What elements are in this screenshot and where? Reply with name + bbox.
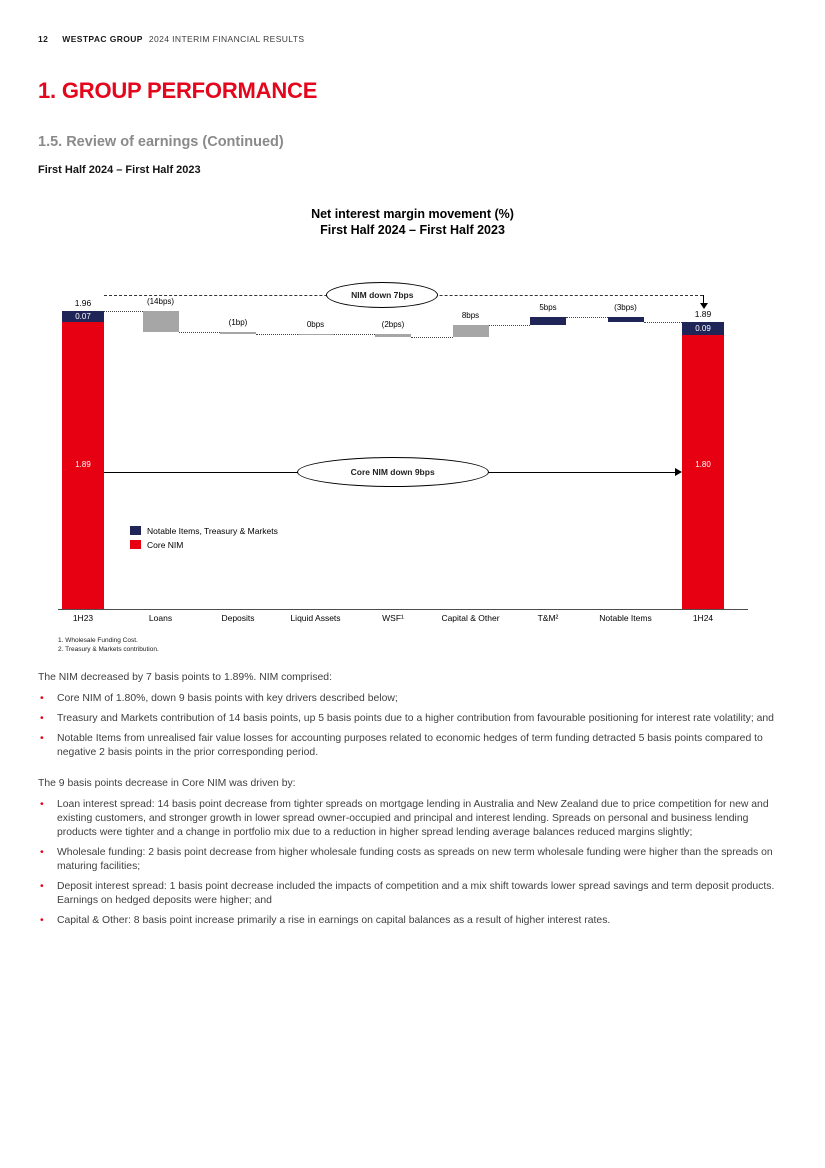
waterfall-connector <box>256 334 298 335</box>
nim-arrow-line <box>703 295 704 303</box>
nim-waterfall-chart <box>38 206 787 655</box>
list-item: • Deposit interest spread: 1 basis point decrease included the impacts of competition and a mix shift towards lower spread savings and term deposit products. Earnings on hedged deposits were higher; and <box>38 880 787 908</box>
notable-tm-value-label: 0.09 <box>695 324 711 334</box>
waterfall-connector <box>411 337 453 338</box>
x-axis-label: Liquid Assets <box>290 612 341 623</box>
waterfall-connector <box>489 325 531 326</box>
delta-value-label: 0bps <box>306 319 325 329</box>
legend-item <box>130 540 278 550</box>
document-title: 2024 INTERIM FINANCIAL RESULTS <box>148 34 305 44</box>
core-nim-drivers-list <box>38 798 787 928</box>
core-nim-bar <box>682 335 724 609</box>
x-axis-label: Capital & Other <box>441 612 500 623</box>
waterfall-connector <box>334 334 376 335</box>
x-axis-label: 1H23 <box>72 612 94 623</box>
delta-value-label: 5bps <box>539 303 557 313</box>
waterfall-connector <box>104 311 143 312</box>
body-text <box>38 671 787 928</box>
waterfall-plot <box>58 275 748 610</box>
waterfall-connector <box>179 332 221 333</box>
nim-arrowhead-icon <box>700 303 708 309</box>
page-header <box>38 0 787 44</box>
total-value-label: 1.96 <box>74 298 92 309</box>
delta-value-label: (1bp) <box>228 318 248 328</box>
legend-label: Core NIM <box>147 539 184 550</box>
subsection-title: 1.5. Review of earnings (Continued) <box>38 134 284 150</box>
total-value-label: 1.89 <box>694 308 712 319</box>
x-axis-label: Deposits <box>221 612 255 623</box>
section-title: 1. GROUP PERFORMANCE <box>38 78 318 103</box>
paragraph: The NIM decreased by 7 basis points to 1.89%. NIM comprised: <box>38 672 332 683</box>
core-nim-value-label: 1.89 <box>75 460 91 470</box>
chart-title: Net interest margin movement (%) <box>311 207 514 221</box>
list-item: • Core NIM of 1.80%, down 9 basis points with key drivers described below; <box>38 692 787 706</box>
list-item: • Wholesale funding: 2 basis point decrease from higher wholesale funding costs as spreads on new term wholesale funding were higher than the spreads on maturing facilities; <box>38 846 787 874</box>
delta-bar-wsf- <box>375 334 411 337</box>
x-axis <box>58 613 748 626</box>
chart-footnotes <box>58 636 787 656</box>
delta-bar-capital-other <box>453 325 489 337</box>
x-axis-label: 1H24 <box>692 612 714 623</box>
list-item: • Loan interest spread: 14 basis point decrease from tighter spreads on mortgage lending in Australia and New Zealand due to price competition for new and existing customers, and stronger growth in lower spread owner-occupied and principal and interest lending. Spreads on personal and business lending products were tighter and a change in portfolio mix due to a reduction in higher spread lending average balances reduced margins slightly; <box>38 798 787 840</box>
page-number: 12 <box>38 34 49 44</box>
delta-bar-liquid-assets <box>298 334 334 335</box>
brand-name: WESTPAC GROUP <box>62 34 143 44</box>
chart-subtitle: First Half 2024 – First Half 2023 <box>320 223 505 238</box>
core-nim-annotation: Core NIM down 9bps <box>297 457 489 487</box>
footnote: 1. Wholesale Funding Cost. <box>58 636 138 644</box>
delta-value-label: (3bps) <box>614 303 637 313</box>
paragraph: The 9 basis points decrease in Core NIM was driven by: <box>38 778 296 789</box>
list-item: • Treasury and Markets contribution of 14 basis points, up 5 basis points due to a higher contribution from favourable positioning for interest rate volatility; and <box>38 712 787 726</box>
chart-legend <box>130 526 278 554</box>
x-axis-label: Loans <box>148 612 173 623</box>
delta-value-label: (14bps) <box>146 297 175 307</box>
waterfall-connector <box>644 322 683 323</box>
legend-swatch <box>130 540 141 549</box>
legend-swatch <box>130 526 141 535</box>
delta-bar-deposits <box>220 332 256 334</box>
period-title: First Half 2024 – First Half 2023 <box>38 164 201 176</box>
delta-bar-t-m- <box>530 317 566 325</box>
delta-value-label: (2bps) <box>381 319 405 329</box>
delta-bar-notable-items <box>608 317 644 322</box>
x-axis-label: Notable Items <box>599 612 652 623</box>
delta-bar-loans <box>143 311 179 332</box>
legend-label: Notable Items, Treasury & Markets <box>147 525 278 536</box>
notable-tm-value-label: 0.07 <box>75 311 91 321</box>
x-axis-label: WSF¹ <box>382 612 404 623</box>
core-arrowhead-icon <box>675 468 682 476</box>
nim-comprised-list <box>38 692 787 760</box>
nim-annotation: NIM down 7bps <box>326 282 438 308</box>
waterfall-connector <box>566 317 608 318</box>
legend-item <box>130 526 278 536</box>
x-axis-label: T&M² <box>537 612 559 623</box>
footnote: 2. Treasury & Markets contribution. <box>58 646 159 654</box>
delta-value-label: 8bps <box>461 310 480 320</box>
core-nim-value-label: 1.80 <box>695 460 711 470</box>
list-item: • Capital & Other: 8 basis point increase primarily a rise in earnings on capital balances as a result of higher interest rates. <box>38 914 787 928</box>
list-item: • Notable Items from unrealised fair value losses for accounting purposes related to economic hedges of term funding detracted 5 basis points compared to negative 2 basis points in the prior corresponding period. <box>38 732 787 760</box>
